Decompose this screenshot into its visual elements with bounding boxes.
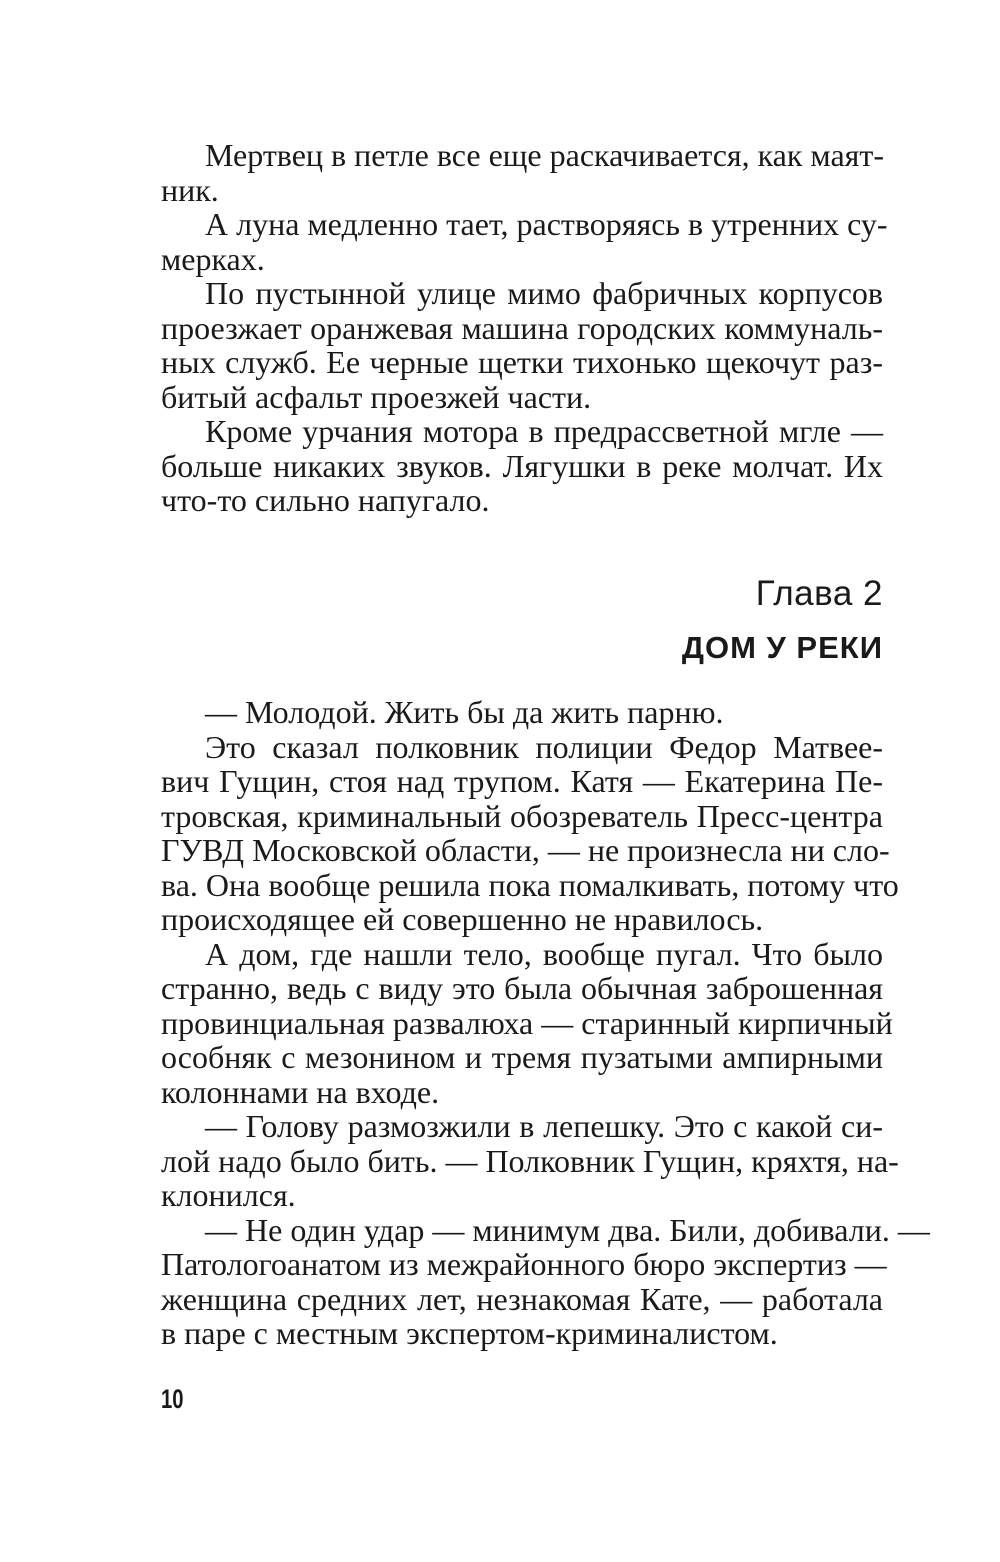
text-line: Мертвец в петле все еще раскачивается, как маят- — [205, 137, 885, 173]
text-line: провинциальная развалюха — старинный кирпичный — [161, 1004, 893, 1041]
text-line: — Не один удар — минимум два. Били, добивали. — — [205, 1211, 930, 1248]
text-line: больше никаких звуков. Лягушки в реке молчат. Их — [161, 447, 883, 484]
text-line: — Голову размозжили в лепешку. Это с какой си- — [205, 1108, 883, 1144]
text-block-top — [161, 137, 888, 518]
text-block-chapter — [161, 694, 930, 1351]
text-line: — Молодой. Жить бы да жить парню. — [205, 694, 724, 730]
text-line: ГУВД Московской области, — не произнесла ни сло- — [161, 832, 890, 868]
page-number: 10 — [161, 1384, 184, 1414]
text-line: По пустынной улице мимо фабричных корпусов — [205, 275, 883, 311]
text-line: происходящее ей совершенно не нравилось. — [161, 901, 764, 937]
text-line: ных служб. Ее черные щетки тихонько щекочут раз- — [161, 344, 883, 380]
chapter-title: ДОМ У РЕКИ — [681, 630, 883, 665]
text-line: что-то сильно напугало. — [161, 482, 490, 518]
text-line: ва. Она вообще решила пока помалкивать, потому что — [161, 866, 899, 903]
text-line: Патологоанатом из межрайонного бюро экспертиз — — [161, 1246, 887, 1282]
text-line: в паре с местным экспертом-криминалистом. — [161, 1315, 778, 1351]
text-line: колоннами на входе. — [161, 1073, 440, 1110]
text-line: проезжает оранжевая машина городских коммуналь- — [161, 309, 883, 346]
text-line: А луна медленно тает, растворяясь в утренних су- — [205, 206, 888, 242]
text-line: вич Гущин, стоя над трупом. Катя — Екатерина Пе- — [161, 763, 883, 799]
chapter-number: Глава 2 — [755, 574, 883, 613]
text-line: Кроме урчания мотора в предрассветной мгле — — [205, 413, 883, 449]
text-line: битый асфальт проезжей части. — [161, 378, 592, 415]
text-line: Это сказал полковник полиции Федор Матвее- — [205, 728, 883, 765]
text-line: А дом, где нашли тело, вообще пугал. Что было — [205, 935, 883, 972]
text-line: тровская, криминальный обозреватель Пресс-центра — [161, 797, 883, 834]
text-line: женщина средних лет, незнакомая Кате, — работала — [161, 1280, 883, 1317]
text-line: лой надо было бить. — Полковник Гущин, кряхтя, на- — [161, 1142, 899, 1179]
text-line: особняк с мезонином и тремя пузатыми ампирными — [161, 1039, 883, 1075]
text-line: странно, ведь с виду это была обычная заброшенная — [161, 970, 883, 1006]
text-line: ник. — [161, 171, 219, 208]
text-line: клонился. — [161, 1177, 296, 1213]
text-line: мерках. — [161, 240, 265, 277]
